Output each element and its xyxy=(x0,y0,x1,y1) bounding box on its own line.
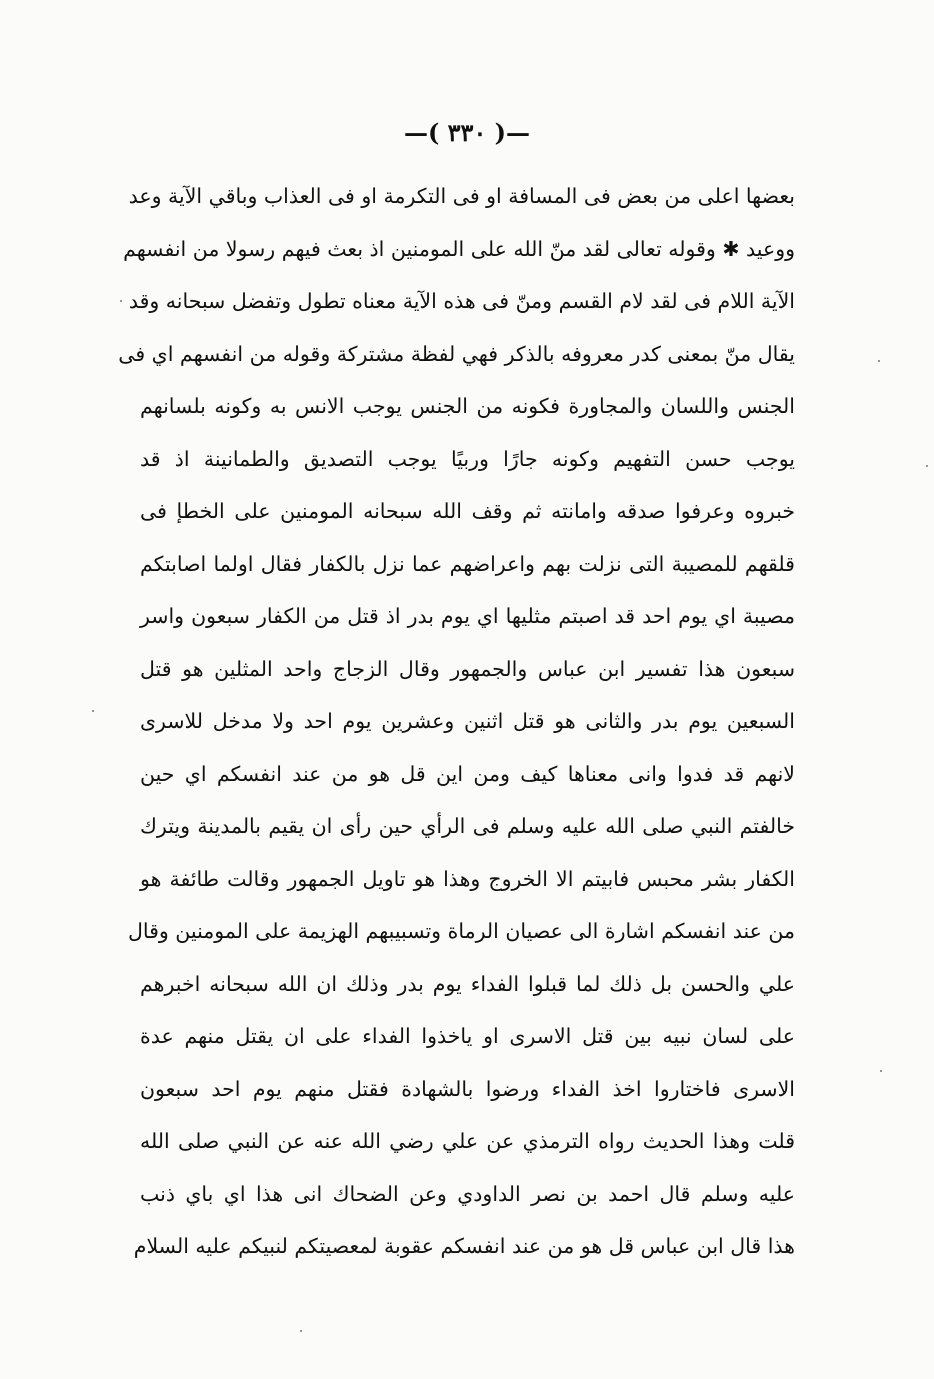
text-line-8: قلقهم للمصيبة التى نزلت بهم واعراضهم عما نزل بالكفار فقال اولما اصابتكم xyxy=(140,551,795,576)
text-line-4: يقال منّ بمعنى كدر معروفه بالذكر فهي لفظة مشتركة وقوله من انفسهم اي فى xyxy=(118,341,795,366)
scan-speck xyxy=(926,465,928,467)
text-line-7: خبروه وعرفوا صدقه وامانته ثم وقف الله سبحانه المومنين على الخطإ فى xyxy=(140,499,795,523)
page-number-header: —( ٣٣٠ )— xyxy=(403,118,531,147)
text-line-20: عليه وسلم قال احمد بن نصر الداودي وعن الضحاك انى هذا اي باي ذنب xyxy=(140,1181,795,1206)
text-line-12: لانهم قد فدوا وانى معناها كيف ومن اين قل هو من عند انفسكم اي حين xyxy=(140,761,795,786)
scan-speck xyxy=(880,1070,882,1072)
text-line-14: الكفار بشر محبس فابيتم الا الخروج وهذا هو تاويل الجمهور وقالت طائفة هو xyxy=(140,866,795,891)
scan-speck xyxy=(878,360,880,362)
text-line-15: من عند انفسكم اشارة الى عصيان الرماة وتسبيبهم الهزيمة على المومنين وقال xyxy=(127,919,795,943)
text-line-21: هذا قال ابن عباس قل هو من عند انفسكم عقوبة لمعصيتكم لنبيكم عليه السلام xyxy=(133,1234,795,1258)
text-line-9: مصيبة اي يوم احد قد اصبتم مثليها اي يوم بدر اذ قتل من الكفار سبعون واسر xyxy=(140,604,795,628)
text-line-2: ووعيد ✱ وقوله تعالى لقد منّ الله على المومنين اذ بعث فيهم رسولا من انفسهم xyxy=(123,236,795,261)
text-line-19: قلت وهذا الحديث رواه الترمذي عن علي رضي الله عنه عن النبي صلى الله xyxy=(140,1129,795,1153)
scan-speck xyxy=(120,300,122,302)
text-line-3: الآية اللام فى لقد لام القسم ومنّ فى هذه الآية معناه تطول وتفضل سبحانه وقد xyxy=(128,289,795,313)
text-line-17: على لسان نبيه بين قتل الاسرى او ياخذوا الفداء على ان يقتل منهم عدة xyxy=(140,1024,795,1048)
text-line-13: خالفتم النبي صلى الله عليه وسلم فى الرأي حين رأى ان يقيم بالمدينة ويترك xyxy=(140,814,795,838)
body-text xyxy=(118,170,795,1273)
scan-speck xyxy=(300,1330,302,1332)
scan-speck xyxy=(92,710,94,712)
text-line-16: علي والحسن بل ذلك لما قبلوا الفداء يوم بدر وذلك ان الله سبحانه اخبرهم xyxy=(140,971,795,996)
text-line-1: بعضها اعلى من بعض فى المسافة او فى التكرمة او فى العذاب وباقي الآية وعد xyxy=(128,184,795,208)
text-line-10: سبعون هذا تفسير ابن عباس والجمهور وقال الزجاج واحد المثلين هو قتل xyxy=(140,656,795,681)
text-line-18: الاسرى فاختاروا اخذ الفداء ورضوا بالشهادة فقتل منهم يوم احد سبعون xyxy=(140,1076,795,1101)
text-line-11: السبعين يوم بدر والثانى هو قتل اثنين وعشرين يوم احد ولا مدخل للاسرى xyxy=(140,709,795,733)
text-line-6: يوجب حسن التفهيم وكونه جارًا وربيًا يوجب التصديق والطمانينة اذ قد xyxy=(140,446,795,471)
text-line-5: الجنس واللسان والمجاورة فكونه من الجنس يوجب الانس به وكونه بلسانهم xyxy=(140,394,795,418)
